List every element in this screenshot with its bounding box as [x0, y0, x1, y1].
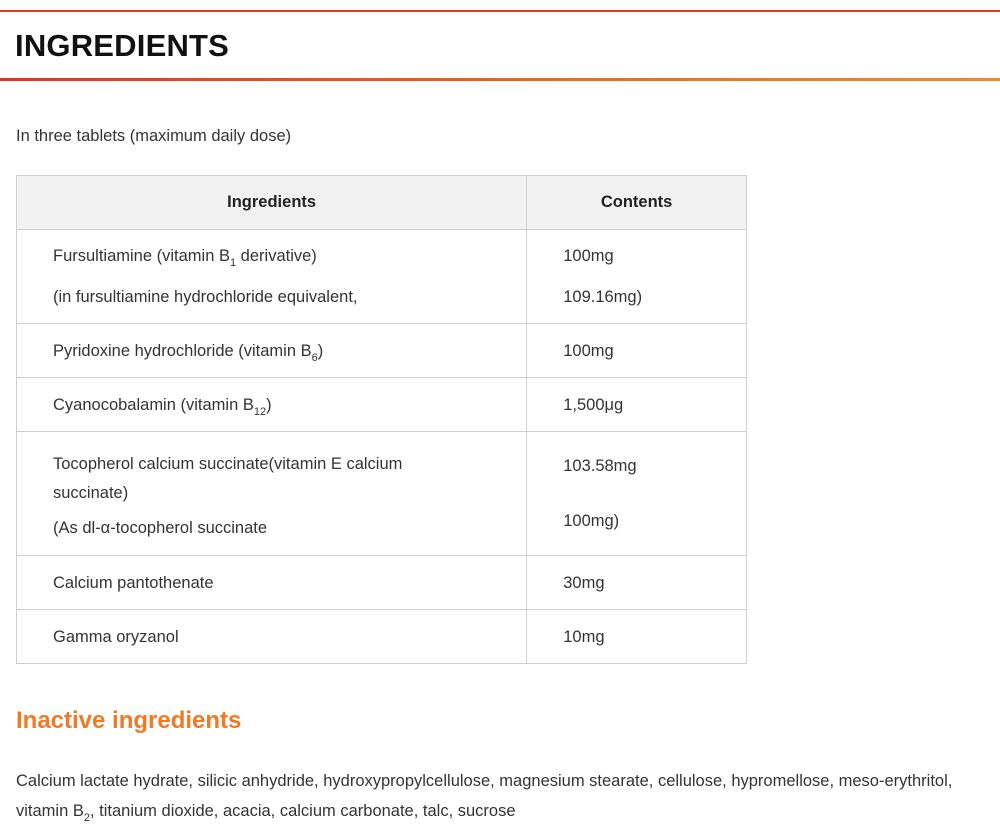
page-title: INGREDIENTS [15, 28, 230, 63]
table-row [17, 610, 747, 664]
table-row [17, 230, 747, 324]
ingredient-cell [17, 230, 527, 324]
ingredient-line: Calcium pantothenate [53, 573, 214, 592]
ingredient-line: Tocopherol calcium succinate(vitamin E calcium [53, 454, 403, 473]
content-cell [527, 230, 747, 324]
ingredient-cell [17, 324, 527, 378]
table-row [17, 556, 747, 610]
ingredient-cell [17, 610, 527, 664]
ingredient-line: (As dl-α-tocopherol succinate [53, 518, 268, 537]
content-cell [527, 378, 747, 432]
column-header-ingredients: Ingredients [17, 176, 527, 230]
ingredient-line: (in fursultiamine hydrochloride equivalent, [53, 288, 358, 306]
ingredients-table [16, 175, 747, 664]
table-row [17, 324, 747, 378]
dose-note: In three tablets (maximum daily dose) [16, 127, 292, 145]
content-cell [527, 324, 747, 378]
ingredient-line: Pyridoxine hydrochloride (vitamin $B_6$) [53, 341, 324, 364]
table-header-row [17, 176, 747, 230]
ingredient-line: Fursultiamine (vitamin $B_1$ derivative) [53, 247, 317, 269]
content-value: 1,500μg [563, 395, 624, 414]
table-row [17, 432, 747, 556]
ingredient-line: succinate) [53, 483, 129, 502]
ingredient-cell [17, 432, 527, 556]
content-value: 30mg [563, 573, 605, 592]
ingredient-line: Gamma oryzanol [53, 627, 179, 646]
content-value: 100mg) [563, 512, 620, 530]
content-value: 103.58mg [563, 457, 637, 475]
content-value: 100mg [563, 247, 614, 265]
ingredient-line: Cyanocobalamin (vitamin $B_{12}$) [53, 395, 272, 418]
column-header-contents: Contents [527, 176, 747, 230]
content-value: 109.16mg) [563, 288, 643, 306]
content-cell [527, 556, 747, 610]
content-cell [527, 610, 747, 664]
content-value: 100mg [563, 341, 614, 360]
title-rule [0, 78, 1000, 81]
table-row [17, 378, 747, 432]
content-value: 10mg [563, 627, 605, 646]
inactive-ingredients-text: Calcium lactate hydrate, silicic anhydride, hydroxypropylcellulose, magnesium stearate, cellulose, hypromellose, meso-erythritol, vitamin $B_2$, titanium dioxide, acacia, calcium carbonate, talc, sucrose [16, 772, 953, 824]
ingredient-cell [17, 556, 527, 610]
top-rule [0, 10, 1000, 12]
ingredient-cell [17, 378, 527, 432]
content-cell [527, 432, 747, 556]
inactive-ingredients-heading: Inactive ingredients [16, 707, 242, 734]
